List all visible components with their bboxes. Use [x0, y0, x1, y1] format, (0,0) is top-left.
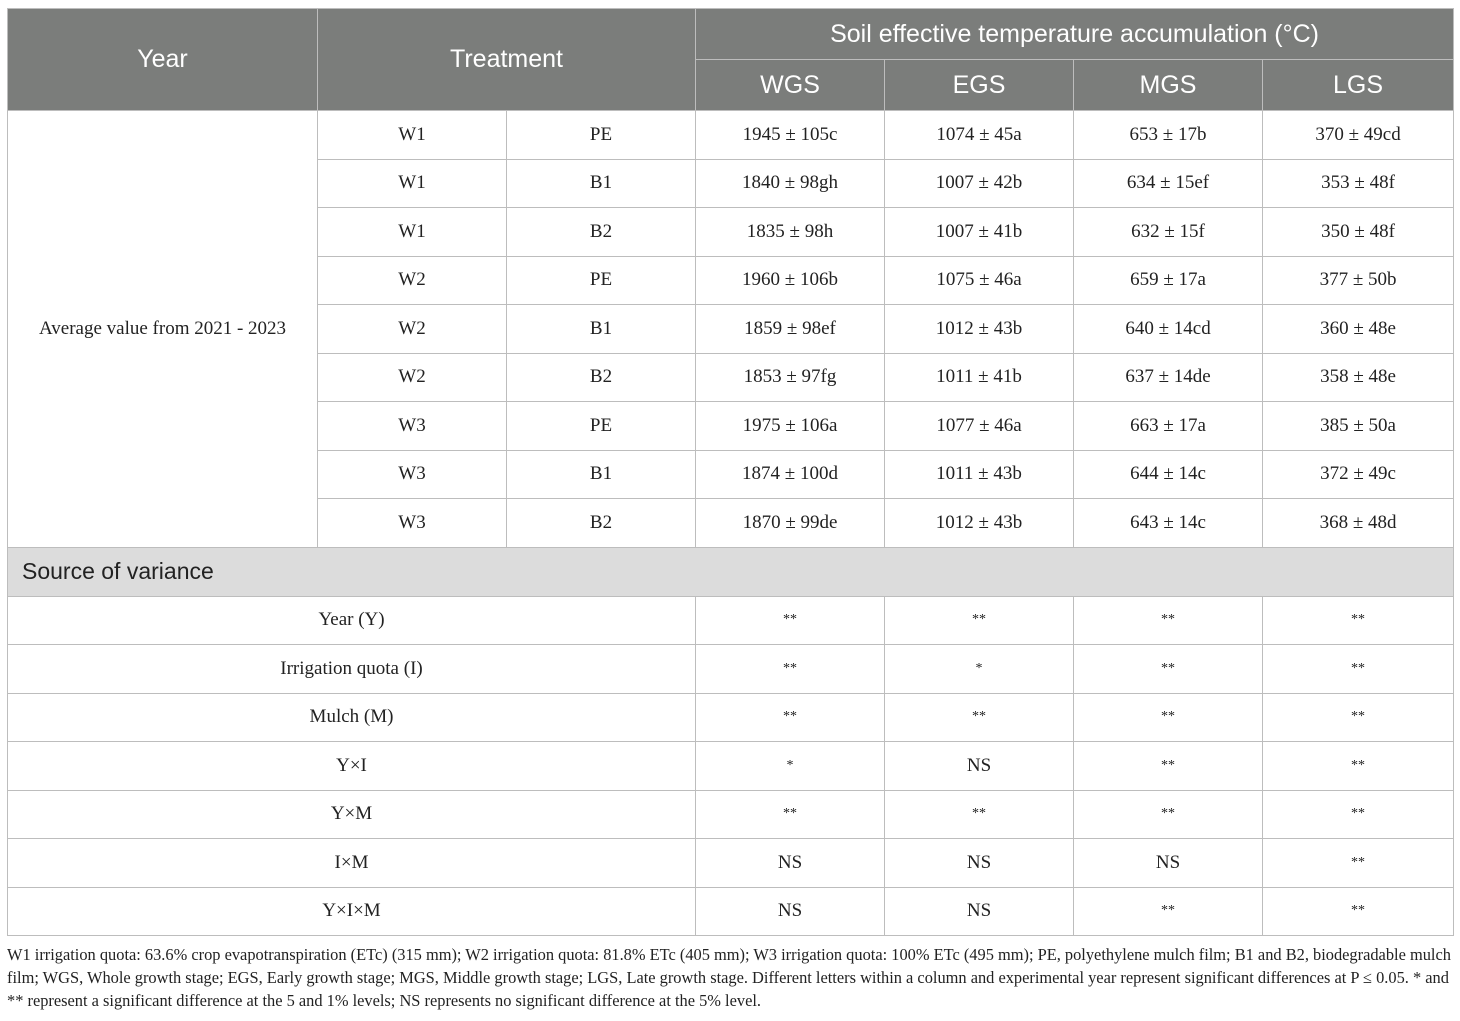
value-cell: 385 ± 50a: [1263, 402, 1454, 451]
variance-source-cell: I×M: [8, 839, 696, 888]
value-cell: 1853 ± 97fg: [696, 353, 885, 402]
significance-cell: **: [696, 596, 885, 645]
variance-row: [8, 887, 1454, 936]
significance-cell: **: [885, 693, 1074, 742]
mulch-cell: PE: [507, 256, 696, 305]
significance-cell: NS: [885, 887, 1074, 936]
variance-row: [8, 839, 1454, 888]
significance-cell: NS: [885, 839, 1074, 888]
mulch-cell: B2: [507, 499, 696, 548]
irrigation-cell: W1: [318, 111, 507, 160]
header-treatment: Treatment: [318, 9, 696, 111]
variance-row: [8, 645, 1454, 694]
significance-cell: **: [1074, 790, 1263, 839]
irrigation-cell: W2: [318, 305, 507, 354]
value-cell: 368 ± 48d: [1263, 499, 1454, 548]
mulch-cell: B2: [507, 208, 696, 257]
significance-cell: **: [1074, 887, 1263, 936]
value-cell: 1007 ± 41b: [885, 208, 1074, 257]
significance-cell: **: [1074, 693, 1263, 742]
significance-cell: NS: [696, 839, 885, 888]
significance-cell: **: [1263, 693, 1454, 742]
variance-source-cell: Y×I: [8, 742, 696, 791]
irrigation-cell: W2: [318, 256, 507, 305]
variance-row: [8, 790, 1454, 839]
value-cell: 644 ± 14c: [1074, 450, 1263, 499]
mulch-cell: B1: [507, 159, 696, 208]
mulch-cell: B2: [507, 353, 696, 402]
variance-source-cell: Irrigation quota (I): [8, 645, 696, 694]
value-cell: 1011 ± 43b: [885, 450, 1074, 499]
significance-cell: *: [885, 645, 1074, 694]
significance-cell: **: [1263, 596, 1454, 645]
significance-cell: **: [1074, 742, 1263, 791]
significance-cell: NS: [696, 887, 885, 936]
significance-cell: **: [696, 645, 885, 694]
mulch-cell: PE: [507, 111, 696, 160]
value-cell: 1835 ± 98h: [696, 208, 885, 257]
irrigation-cell: W1: [318, 159, 507, 208]
significance-cell: **: [696, 790, 885, 839]
value-cell: 643 ± 14c: [1074, 499, 1263, 548]
significance-cell: **: [696, 693, 885, 742]
table-footnote: W1 irrigation quota: 63.6% crop evapotranspiration (ETc) (315 mm); W2 irrigation quota: 81.8% ETc (405 mm); W3 irrigation quota: 100% ETc (495 mm); PE, polyethylene mulch film; B1 and B2, biodegradable mulch film; WGS, Whole growth stage; EGS, Early growth stage; MGS, Middle growth stage; LGS, Late growth stage. Different letters within a column and experimental year represent significant differences at P ≤ 0.05. * and ** represent a significant difference at the 5 and 1% levels; NS represents no significant difference at the 5% level.: [7, 945, 1451, 1010]
significance-cell: **: [1263, 790, 1454, 839]
header-stage-wgs: WGS: [696, 60, 885, 111]
variance-source-cell: Y×I×M: [8, 887, 696, 936]
value-cell: 659 ± 17a: [1074, 256, 1263, 305]
value-cell: 372 ± 49c: [1263, 450, 1454, 499]
table-row: [8, 111, 1454, 160]
mulch-cell: B1: [507, 305, 696, 354]
value-cell: 377 ± 50b: [1263, 256, 1454, 305]
value-cell: 1960 ± 106b: [696, 256, 885, 305]
header-stage-lgs: LGS: [1263, 60, 1454, 111]
variance-row: [8, 693, 1454, 742]
irrigation-cell: W3: [318, 402, 507, 451]
value-cell: 358 ± 48e: [1263, 353, 1454, 402]
header-year: Year: [8, 9, 318, 111]
irrigation-cell: W3: [318, 499, 507, 548]
significance-cell: **: [1263, 839, 1454, 888]
variance-source-cell: Y×M: [8, 790, 696, 839]
value-cell: 360 ± 48e: [1263, 305, 1454, 354]
variance-row: [8, 742, 1454, 791]
value-cell: 353 ± 48f: [1263, 159, 1454, 208]
significance-cell: **: [885, 596, 1074, 645]
value-cell: 634 ± 15ef: [1074, 159, 1263, 208]
value-cell: 1012 ± 43b: [885, 499, 1074, 548]
section-row: [8, 547, 1454, 596]
data-table: [7, 8, 1454, 936]
value-cell: 1007 ± 42b: [885, 159, 1074, 208]
value-cell: 1975 ± 106a: [696, 402, 885, 451]
irrigation-cell: W1: [318, 208, 507, 257]
section-title: Source of variance: [8, 547, 1454, 596]
variance-source-cell: Mulch (M): [8, 693, 696, 742]
value-cell: 653 ± 17b: [1074, 111, 1263, 160]
value-cell: 632 ± 15f: [1074, 208, 1263, 257]
value-cell: 350 ± 48f: [1263, 208, 1454, 257]
header-stage-mgs: MGS: [1074, 60, 1263, 111]
value-cell: 1874 ± 100d: [696, 450, 885, 499]
value-cell: 640 ± 14cd: [1074, 305, 1263, 354]
significance-cell: **: [1074, 645, 1263, 694]
value-cell: 1840 ± 98gh: [696, 159, 885, 208]
value-cell: 637 ± 14de: [1074, 353, 1263, 402]
value-cell: 1012 ± 43b: [885, 305, 1074, 354]
significance-cell: **: [1263, 887, 1454, 936]
variance-row: [8, 596, 1454, 645]
value-cell: 1011 ± 41b: [885, 353, 1074, 402]
irrigation-cell: W3: [318, 450, 507, 499]
significance-cell: NS: [1074, 839, 1263, 888]
mulch-cell: B1: [507, 450, 696, 499]
significance-cell: NS: [885, 742, 1074, 791]
value-cell: 663 ± 17a: [1074, 402, 1263, 451]
value-cell: 1077 ± 46a: [885, 402, 1074, 451]
significance-cell: **: [1074, 596, 1263, 645]
table-body: [8, 111, 1454, 936]
value-cell: 1859 ± 98ef: [696, 305, 885, 354]
header-stage-egs: EGS: [885, 60, 1074, 111]
value-cell: 1075 ± 46a: [885, 256, 1074, 305]
mulch-cell: PE: [507, 402, 696, 451]
significance-cell: *: [696, 742, 885, 791]
value-cell: 370 ± 49cd: [1263, 111, 1454, 160]
variance-source-cell: Year (Y): [8, 596, 696, 645]
value-cell: 1870 ± 99de: [696, 499, 885, 548]
value-cell: 1074 ± 45a: [885, 111, 1074, 160]
value-cell: 1945 ± 105c: [696, 111, 885, 160]
year-cell: Average value from 2021 - 2023: [8, 111, 318, 548]
significance-cell: **: [885, 790, 1074, 839]
irrigation-cell: W2: [318, 353, 507, 402]
header-temperature-group: Soil effective temperature accumulation (°C): [696, 9, 1454, 60]
significance-cell: **: [1263, 742, 1454, 791]
significance-cell: **: [1263, 645, 1454, 694]
